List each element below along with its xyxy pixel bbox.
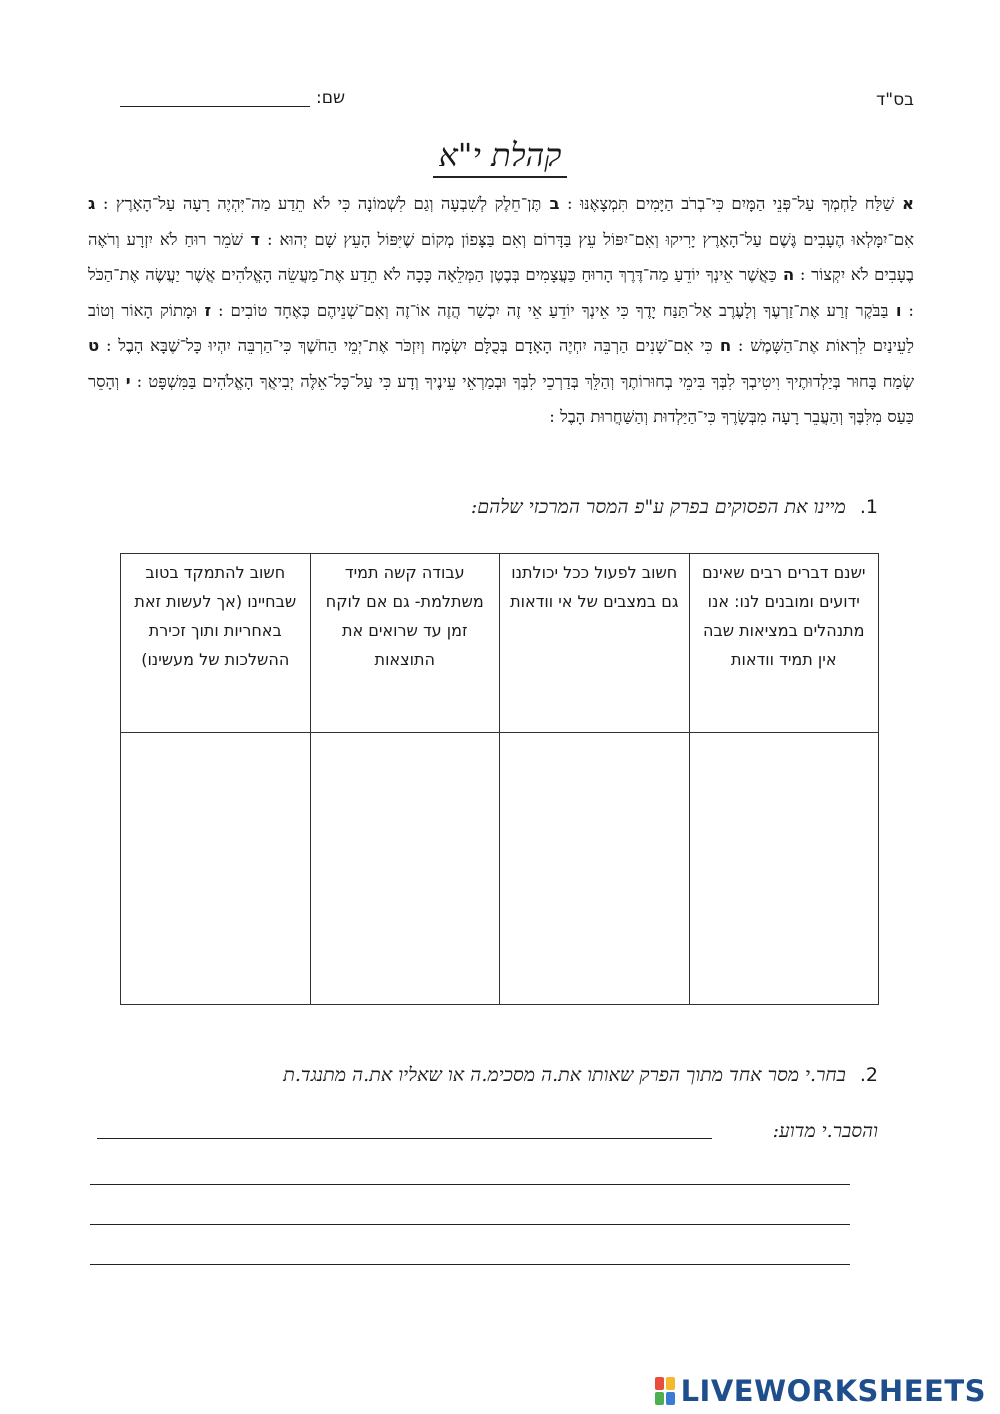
question-1-text: מיינו את הפסוקים בפרק ע"פ המסר המרכזי שלהם: <box>470 496 846 518</box>
answer-line[interactable] <box>90 1264 850 1265</box>
answer-line[interactable] <box>90 1184 850 1185</box>
verses-text <box>88 186 914 435</box>
verse-text: שְׂמַח בָּחוּר בְּיַלְדוּתֶיךָ וִיטִיבְךָ לִבְּךָ בִּימֵי בְחוּרוֹתֶךָ וְהַלֵּךְ בְּדַרְכֵי לִבְּךָ וּבְמַרְאֵי עֵינֶיךָ וְדָע כִּי עַל־כָּל־אֵלֶּה יְבִיאֲךָ הָאֱלֹהִים בַּמִּשְׁפָּט : <box>130 371 914 391</box>
answer-line[interactable] <box>97 1138 712 1139</box>
verse-number: י <box>119 371 131 391</box>
question-1 <box>471 496 878 519</box>
table-header-cell: עבודה קשה תמיד משתלמת- גם אם לוקח זמן עד שרואים את התוצאות <box>310 554 500 733</box>
question-1-number: 1. <box>859 496 878 518</box>
answer-cell[interactable] <box>121 733 311 1005</box>
verse-number: ב <box>541 194 560 213</box>
table-header-cell: חשוב להתמקד בטוב שבחיינו (אך לעשות זאת באחריות ותוך זכירת ההשלכות של מעשינו) <box>121 554 311 733</box>
verse-number: ה <box>776 265 795 284</box>
table-header-cell: ישנם דברים רבים שאינם ידועים ומובנים לנו: אנו מתנהלים במציאות שבה אין תמיד וודאות <box>689 554 879 733</box>
question-2-text: בחר.י מסר אחד מתוך הפרק שאותו את.ה מסכימ.ה או שאליו את.ה מתנגד.ת <box>283 1064 846 1086</box>
answer-cell[interactable] <box>500 733 690 1005</box>
answer-cell[interactable] <box>689 733 879 1005</box>
liveworksheets-icon <box>655 1377 675 1405</box>
verse-number: ח <box>712 336 732 355</box>
brand-name: LIVEWORKSHEETS <box>680 1374 986 1408</box>
verse-number: ז <box>197 300 212 320</box>
name-input-line[interactable] <box>120 106 310 107</box>
verse-text: תֶּן־חֵלֶק לְשִׁבְעָה וְגַם לִשְׁמוֹנָה כִּי לֹא תֵדַע מַה־יִּהְיֶה רָעָה עַל־הָאָרֶץ : <box>95 194 542 213</box>
verse-text: שַׁלַּח לַחְמְךָ עַל־פְּנֵי הַמָּיִם כִּי־בְרֹב הַיָּמִים תִּמְצָאֶנּוּ : <box>559 194 894 213</box>
name-label: שם: <box>316 88 346 108</box>
verse-number: ג <box>88 194 96 213</box>
table-header-cell: חשוב לפעול ככל יכולתנו גם במצבים של אי וודאות <box>500 554 690 733</box>
question-2 <box>283 1064 878 1087</box>
page-title: קהלת י"א <box>0 136 1000 174</box>
header-bsd: בס"ד <box>876 90 914 110</box>
verse-number: א <box>894 194 914 213</box>
table-answer-row <box>121 733 879 1005</box>
verse-text: כִּי אִם־שָׁנִים הַרְבֵּה יִחְיֶה הָאָדָם בְּכֻלָּם יִשְׂמָח וְיִזְכֹּר אֶת־יְמֵי הַחֹשֶׁךְ כִּי־הַרְבֵּה יִהְיוּ כָּל־שֶׁבָּא הָבֶל : <box>99 336 713 355</box>
verse-text: וְהָסֵר כַּעַס מִלִּבֶּךָ וְהַעֲבֵר רָעָה מִבְּשָׂרֶךָ כִּי־הַיַּלְדוּת וְהַשַּׁחֲרוּת הָבֶל : <box>88 371 914 426</box>
liveworksheets-logo <box>655 1374 986 1408</box>
table-header-row <box>121 554 879 733</box>
question-2-number: 2. <box>859 1064 878 1086</box>
verse-number: ו <box>888 300 902 320</box>
verse-number: ד <box>243 229 261 249</box>
explain-label: והסבר.י מדוע: <box>772 1120 878 1142</box>
verse-text: וּמָתוֹק הָאוֹר וְטוֹב לַעֵינַיִם לִרְאוֹת אֶת־הַשָּׁמֶשׁ : <box>88 300 914 355</box>
answer-cell[interactable] <box>310 733 500 1005</box>
answer-line[interactable] <box>90 1224 850 1225</box>
verse-text: בַּבֹּקֶר זְרַע אֶת־זַרְעֶךָ וְלָעֶרֶב אַל־תַּנַּח יָדֶךָ כִּי אֵינְךָ יוֹדֵעַ אֵי זֶה יִכְשַׁר הֲזֶה אוֹ־זֶה וְאִם־שְׁנֵיהֶם כְּאֶחָד טוֹבִים : <box>211 300 889 320</box>
verse-text: כַּאֲשֶׁר אֵינְךָ יוֹדֵעַ מַה־דֶּרֶךְ הָרוּחַ כַּעֲצָמִים בְּבֶטֶן הַמְּלֵאָה כָּכָה לֹא תֵדַע אֶת־מַעֲשֵׂה הָאֱלֹהִים אֲשֶׁר יַעֲשֶׂה אֶת־הַכֹּל : <box>88 265 914 320</box>
verse-number: ט <box>88 336 100 355</box>
sorting-table <box>120 553 879 1005</box>
verse-text: אִם־יִמָּלְאוּ הֶעָבִים גֶּשֶׁם עַל־הָאָרֶץ יָרִיקוּ וְאִם־יִפּוֹל עֵץ בַּדָּרוֹם וְאִם בַּצָּפוֹן מְקוֹם שֶׁיִּפּוֹל הָעֵץ שָׁם יְהוּא : <box>260 229 914 249</box>
verse-text: שֹׁמֵר רוּחַ לֹא יִזְרָע וְרֹאֶה בֶעָבִים לֹא יִקְצוֹר : <box>88 229 914 284</box>
